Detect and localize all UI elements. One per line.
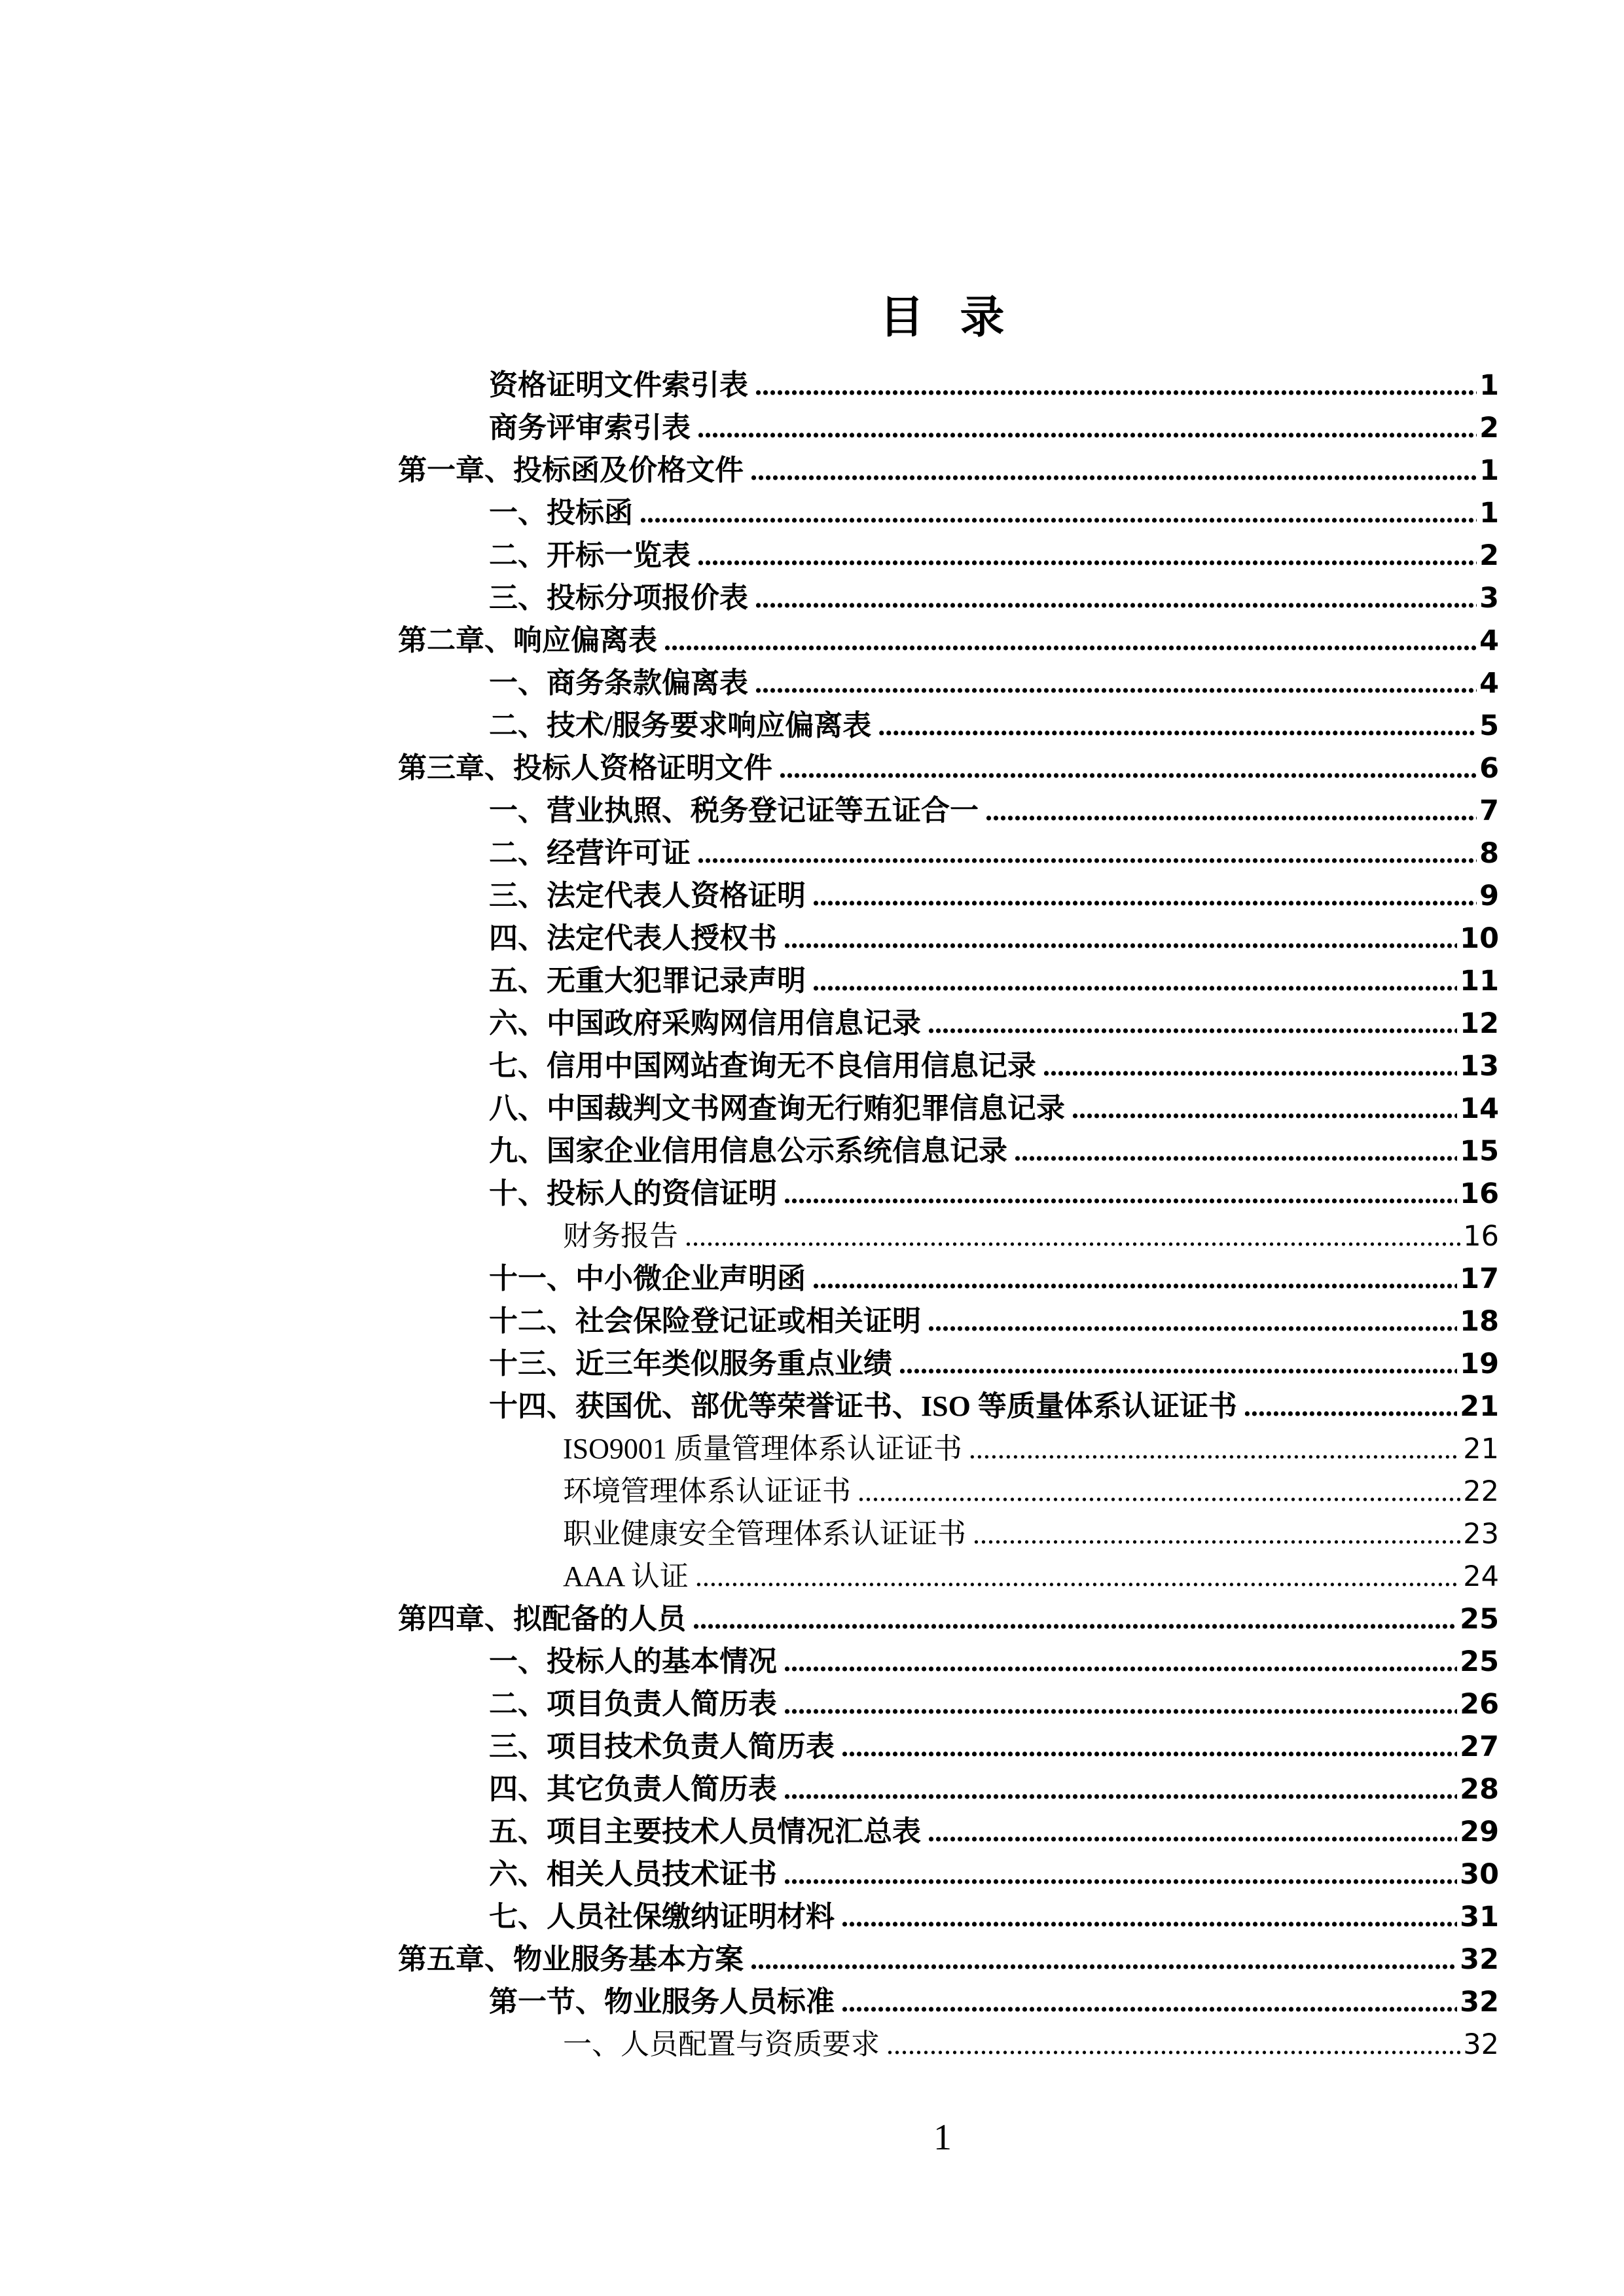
toc-entry[interactable] xyxy=(398,1427,1499,1470)
toc-leader-dots xyxy=(779,747,1477,789)
toc-entry[interactable] xyxy=(398,1215,1499,1257)
toc-entry-page: 31 xyxy=(1460,1901,1499,1933)
toc-entry-label: 五、项目主要技术人员情况汇总表 xyxy=(489,1816,921,1848)
toc-entry[interactable] xyxy=(398,619,1499,662)
toc-leader-dots xyxy=(1043,1045,1457,1087)
toc-leader-dots xyxy=(841,1981,1457,2023)
toc-entry[interactable] xyxy=(398,1810,1499,1853)
toc-leader-dots xyxy=(985,789,1477,832)
toc-entry-page: 29 xyxy=(1460,1816,1499,1848)
toc-entry[interactable] xyxy=(398,1683,1499,1725)
toc-entry-label: 一、商务条款偏离表 xyxy=(489,667,748,699)
toc-leader-dots xyxy=(841,1895,1457,1938)
toc-entry-label: 二、技术/服务要求响应偏离表 xyxy=(489,709,872,742)
toc-entry-label: 十二、社会保险登记证或相关证明 xyxy=(489,1305,921,1337)
toc-entry-label: 四、法定代表人授权书 xyxy=(489,922,777,954)
toc-entry-label: 三、投标分项报价表 xyxy=(489,582,748,614)
toc-leader-dots xyxy=(784,1768,1457,1810)
toc-entry-label: 三、项目技术负责人简历表 xyxy=(489,1731,835,1763)
toc-entry[interactable] xyxy=(398,534,1499,577)
toc-entry[interactable] xyxy=(398,704,1499,747)
toc-entry-label: 商务评审索引表 xyxy=(489,412,691,444)
toc-leader-dots xyxy=(750,1938,1457,1981)
toc-entry[interactable] xyxy=(398,1300,1499,1342)
toc-entry-page: 3 xyxy=(1479,582,1499,615)
toc-leader-dots xyxy=(878,704,1477,747)
toc-entry-label: 十一、中小微企业声明函 xyxy=(489,1263,806,1295)
toc-entry-label: 八、中国裁判文书网查询无行贿犯罪信息记录 xyxy=(489,1092,1065,1124)
toc-leader-dots xyxy=(755,364,1477,406)
toc-entry[interactable] xyxy=(398,1640,1499,1683)
toc-leader-dots xyxy=(685,1215,1460,1257)
toc-leader-dots xyxy=(784,1640,1457,1683)
toc-leader-dots xyxy=(886,2023,1460,2066)
toc-entry[interactable] xyxy=(398,577,1499,619)
toc-leader-dots xyxy=(784,1172,1457,1215)
toc-leader-dots xyxy=(973,1513,1460,1555)
toc-entry-page: 1 xyxy=(1479,369,1499,402)
toc-leader-dots xyxy=(1072,1087,1457,1130)
toc-leader-dots xyxy=(664,619,1477,662)
toc-entry-page: 2 xyxy=(1479,539,1499,572)
toc-entry-page: 32 xyxy=(1463,2028,1499,2061)
toc-leader-dots xyxy=(1244,1385,1457,1427)
toc-entry[interactable] xyxy=(398,1938,1499,1981)
toc-entry-page: 15 xyxy=(1460,1135,1499,1168)
toc-leader-dots xyxy=(697,406,1477,449)
toc-entry[interactable] xyxy=(398,1513,1499,1555)
toc-entry-label: 环境管理体系认证证书 xyxy=(563,1475,851,1507)
toc-entry-page: 17 xyxy=(1460,1263,1499,1295)
footer-page-number: 1 xyxy=(933,2117,952,2158)
toc-leader-dots xyxy=(697,534,1477,577)
toc-leader-dots xyxy=(784,1853,1457,1895)
toc-leader-dots xyxy=(841,1725,1457,1768)
toc-entry-label: 一、营业执照、税务登记证等五证合一 xyxy=(489,795,979,827)
table-of-contents xyxy=(398,364,1499,2066)
toc-entry-page: 30 xyxy=(1460,1858,1499,1891)
toc-entry-label: 十四、获国优、部优等荣誉证书、ISO 等质量体系认证证书 xyxy=(489,1390,1237,1422)
toc-leader-dots xyxy=(812,1257,1457,1300)
toc-entry-label: 一、投标函 xyxy=(489,497,633,529)
toc-entry-label: 第三章、投标人资格证明文件 xyxy=(398,752,772,784)
toc-entry-label: 七、人员社保缴纳证明材料 xyxy=(489,1901,835,1933)
toc-entry[interactable] xyxy=(398,1002,1499,1045)
toc-entry[interactable] xyxy=(398,1257,1499,1300)
toc-leader-dots xyxy=(899,1342,1457,1385)
toc-entry[interactable] xyxy=(398,406,1499,449)
toc-entry-label: 第五章、物业服务基本方案 xyxy=(398,1943,744,1975)
toc-entry-label: 第四章、拟配备的人员 xyxy=(398,1603,686,1635)
toc-entry-page: 16 xyxy=(1460,1177,1499,1210)
toc-entry[interactable] xyxy=(398,1598,1499,1640)
toc-entry-label: 六、中国政府采购网信用信息记录 xyxy=(489,1007,921,1039)
toc-entry-label: 九、国家企业信用信息公示系统信息记录 xyxy=(489,1135,1007,1167)
toc-leader-dots xyxy=(784,917,1457,960)
toc-entry-label: 资格证明文件索引表 xyxy=(489,369,748,401)
toc-entry-page: 28 xyxy=(1460,1773,1499,1806)
toc-entry-label: 十、投标人的资信证明 xyxy=(489,1177,777,1210)
toc-entry[interactable] xyxy=(398,492,1499,534)
toc-entry-page: 7 xyxy=(1479,795,1499,827)
toc-entry[interactable] xyxy=(398,1470,1499,1513)
toc-entry-label: 第一章、投标函及价格文件 xyxy=(398,454,744,486)
toc-entry[interactable] xyxy=(398,1725,1499,1768)
toc-entry[interactable] xyxy=(398,1981,1499,2023)
toc-leader-dots xyxy=(812,960,1457,1002)
page-title: 目 录 xyxy=(879,293,1006,342)
toc-entry-page: 10 xyxy=(1460,922,1499,955)
toc-entry-label: 一、人员配置与资质要求 xyxy=(563,2028,880,2060)
toc-leader-dots xyxy=(755,577,1477,619)
toc-entry-page: 18 xyxy=(1460,1305,1499,1338)
toc-entry[interactable] xyxy=(398,1045,1499,1087)
toc-entry-label: 七、信用中国网站查询无不良信用信息记录 xyxy=(489,1050,1036,1082)
toc-leader-dots xyxy=(755,662,1477,704)
toc-entry-page: 5 xyxy=(1479,709,1499,742)
toc-entry[interactable] xyxy=(398,747,1499,789)
toc-entry[interactable] xyxy=(398,662,1499,704)
toc-entry[interactable] xyxy=(398,1342,1499,1385)
toc-entry-label: 财务报告 xyxy=(563,1220,678,1252)
toc-leader-dots xyxy=(695,1555,1460,1598)
toc-entry-page: 19 xyxy=(1460,1348,1499,1380)
toc-entry-page: 32 xyxy=(1460,1943,1499,1976)
toc-entry-label: 二、经营许可证 xyxy=(489,837,691,869)
toc-entry[interactable] xyxy=(398,917,1499,960)
toc-entry-page: 25 xyxy=(1460,1603,1499,1636)
toc-entry-page: 23 xyxy=(1463,1518,1499,1551)
toc-entry-page: 27 xyxy=(1460,1731,1499,1763)
toc-entry[interactable] xyxy=(398,1853,1499,1895)
toc-entry-page: 4 xyxy=(1479,624,1499,657)
toc-entry-label: 职业健康安全管理体系认证证书 xyxy=(563,1518,966,1550)
toc-entry-page: 16 xyxy=(1463,1220,1499,1253)
toc-entry-label: 六、相关人员技术证书 xyxy=(489,1858,777,1890)
toc-leader-dots xyxy=(640,492,1477,534)
toc-entry[interactable] xyxy=(398,1555,1499,1598)
toc-entry-page: 8 xyxy=(1479,837,1499,870)
toc-leader-dots xyxy=(928,1810,1457,1853)
toc-entry-page: 9 xyxy=(1479,880,1499,912)
toc-entry-label: 二、开标一览表 xyxy=(489,539,691,571)
toc-entry-page: 25 xyxy=(1460,1645,1499,1678)
toc-entry-page: 12 xyxy=(1460,1007,1499,1040)
toc-entry[interactable] xyxy=(398,364,1499,406)
toc-entry-label: 一、投标人的基本情况 xyxy=(489,1645,777,1677)
toc-leader-dots xyxy=(693,1598,1457,1640)
toc-leader-dots xyxy=(857,1470,1460,1513)
toc-leader-dots xyxy=(784,1683,1457,1725)
toc-entry[interactable] xyxy=(398,1130,1499,1172)
toc-entry-page: 6 xyxy=(1479,752,1499,785)
toc-entry-label: 二、项目负责人简历表 xyxy=(489,1688,777,1720)
toc-entry[interactable] xyxy=(398,1087,1499,1130)
toc-leader-dots xyxy=(928,1002,1457,1045)
toc-entry-label: 五、无重大犯罪记录声明 xyxy=(489,965,806,997)
toc-entry-page: 1 xyxy=(1479,454,1499,487)
toc-leader-dots xyxy=(969,1427,1460,1470)
toc-entry[interactable] xyxy=(398,832,1499,874)
toc-entry-label: 四、其它负责人简历表 xyxy=(489,1773,777,1805)
toc-entry[interactable] xyxy=(398,1768,1499,1810)
toc-leader-dots xyxy=(928,1300,1457,1342)
toc-entry-label: AAA 认证 xyxy=(563,1560,689,1592)
toc-leader-dots xyxy=(812,874,1477,917)
toc-entry-page: 22 xyxy=(1463,1475,1499,1508)
toc-entry-page: 2 xyxy=(1479,412,1499,444)
toc-entry-page: 24 xyxy=(1463,1560,1499,1593)
toc-entry-label: 十三、近三年类似服务重点业绩 xyxy=(489,1348,892,1380)
toc-entry[interactable] xyxy=(398,1895,1499,1938)
toc-entry[interactable] xyxy=(398,960,1499,1002)
toc-entry-label: 第二章、响应偏离表 xyxy=(398,624,657,656)
toc-entry-label: 第一节、物业服务人员标准 xyxy=(489,1986,835,2018)
toc-entry[interactable] xyxy=(398,1172,1499,1215)
toc-leader-dots xyxy=(750,449,1477,492)
toc-entry-label: 三、法定代表人资格证明 xyxy=(489,880,806,912)
toc-entry-page: 26 xyxy=(1460,1688,1499,1721)
toc-entry[interactable] xyxy=(398,789,1499,832)
toc-entry[interactable] xyxy=(398,874,1499,917)
toc-entry-page: 21 xyxy=(1460,1390,1499,1423)
toc-entry-page: 11 xyxy=(1460,965,1499,997)
toc-entry[interactable] xyxy=(398,2023,1499,2066)
toc-leader-dots xyxy=(1014,1130,1457,1172)
toc-entry-label: ISO9001 质量管理体系认证证书 xyxy=(563,1433,962,1465)
toc-entry-page: 4 xyxy=(1479,667,1499,700)
toc-entry-page: 1 xyxy=(1479,497,1499,529)
toc-entry-page: 14 xyxy=(1460,1092,1499,1125)
toc-entry-page: 32 xyxy=(1460,1986,1499,2018)
toc-entry-page: 13 xyxy=(1460,1050,1499,1083)
toc-entry-page: 21 xyxy=(1463,1433,1499,1465)
toc-entry[interactable] xyxy=(398,449,1499,492)
toc-leader-dots xyxy=(697,832,1477,874)
toc-entry[interactable] xyxy=(398,1385,1499,1427)
